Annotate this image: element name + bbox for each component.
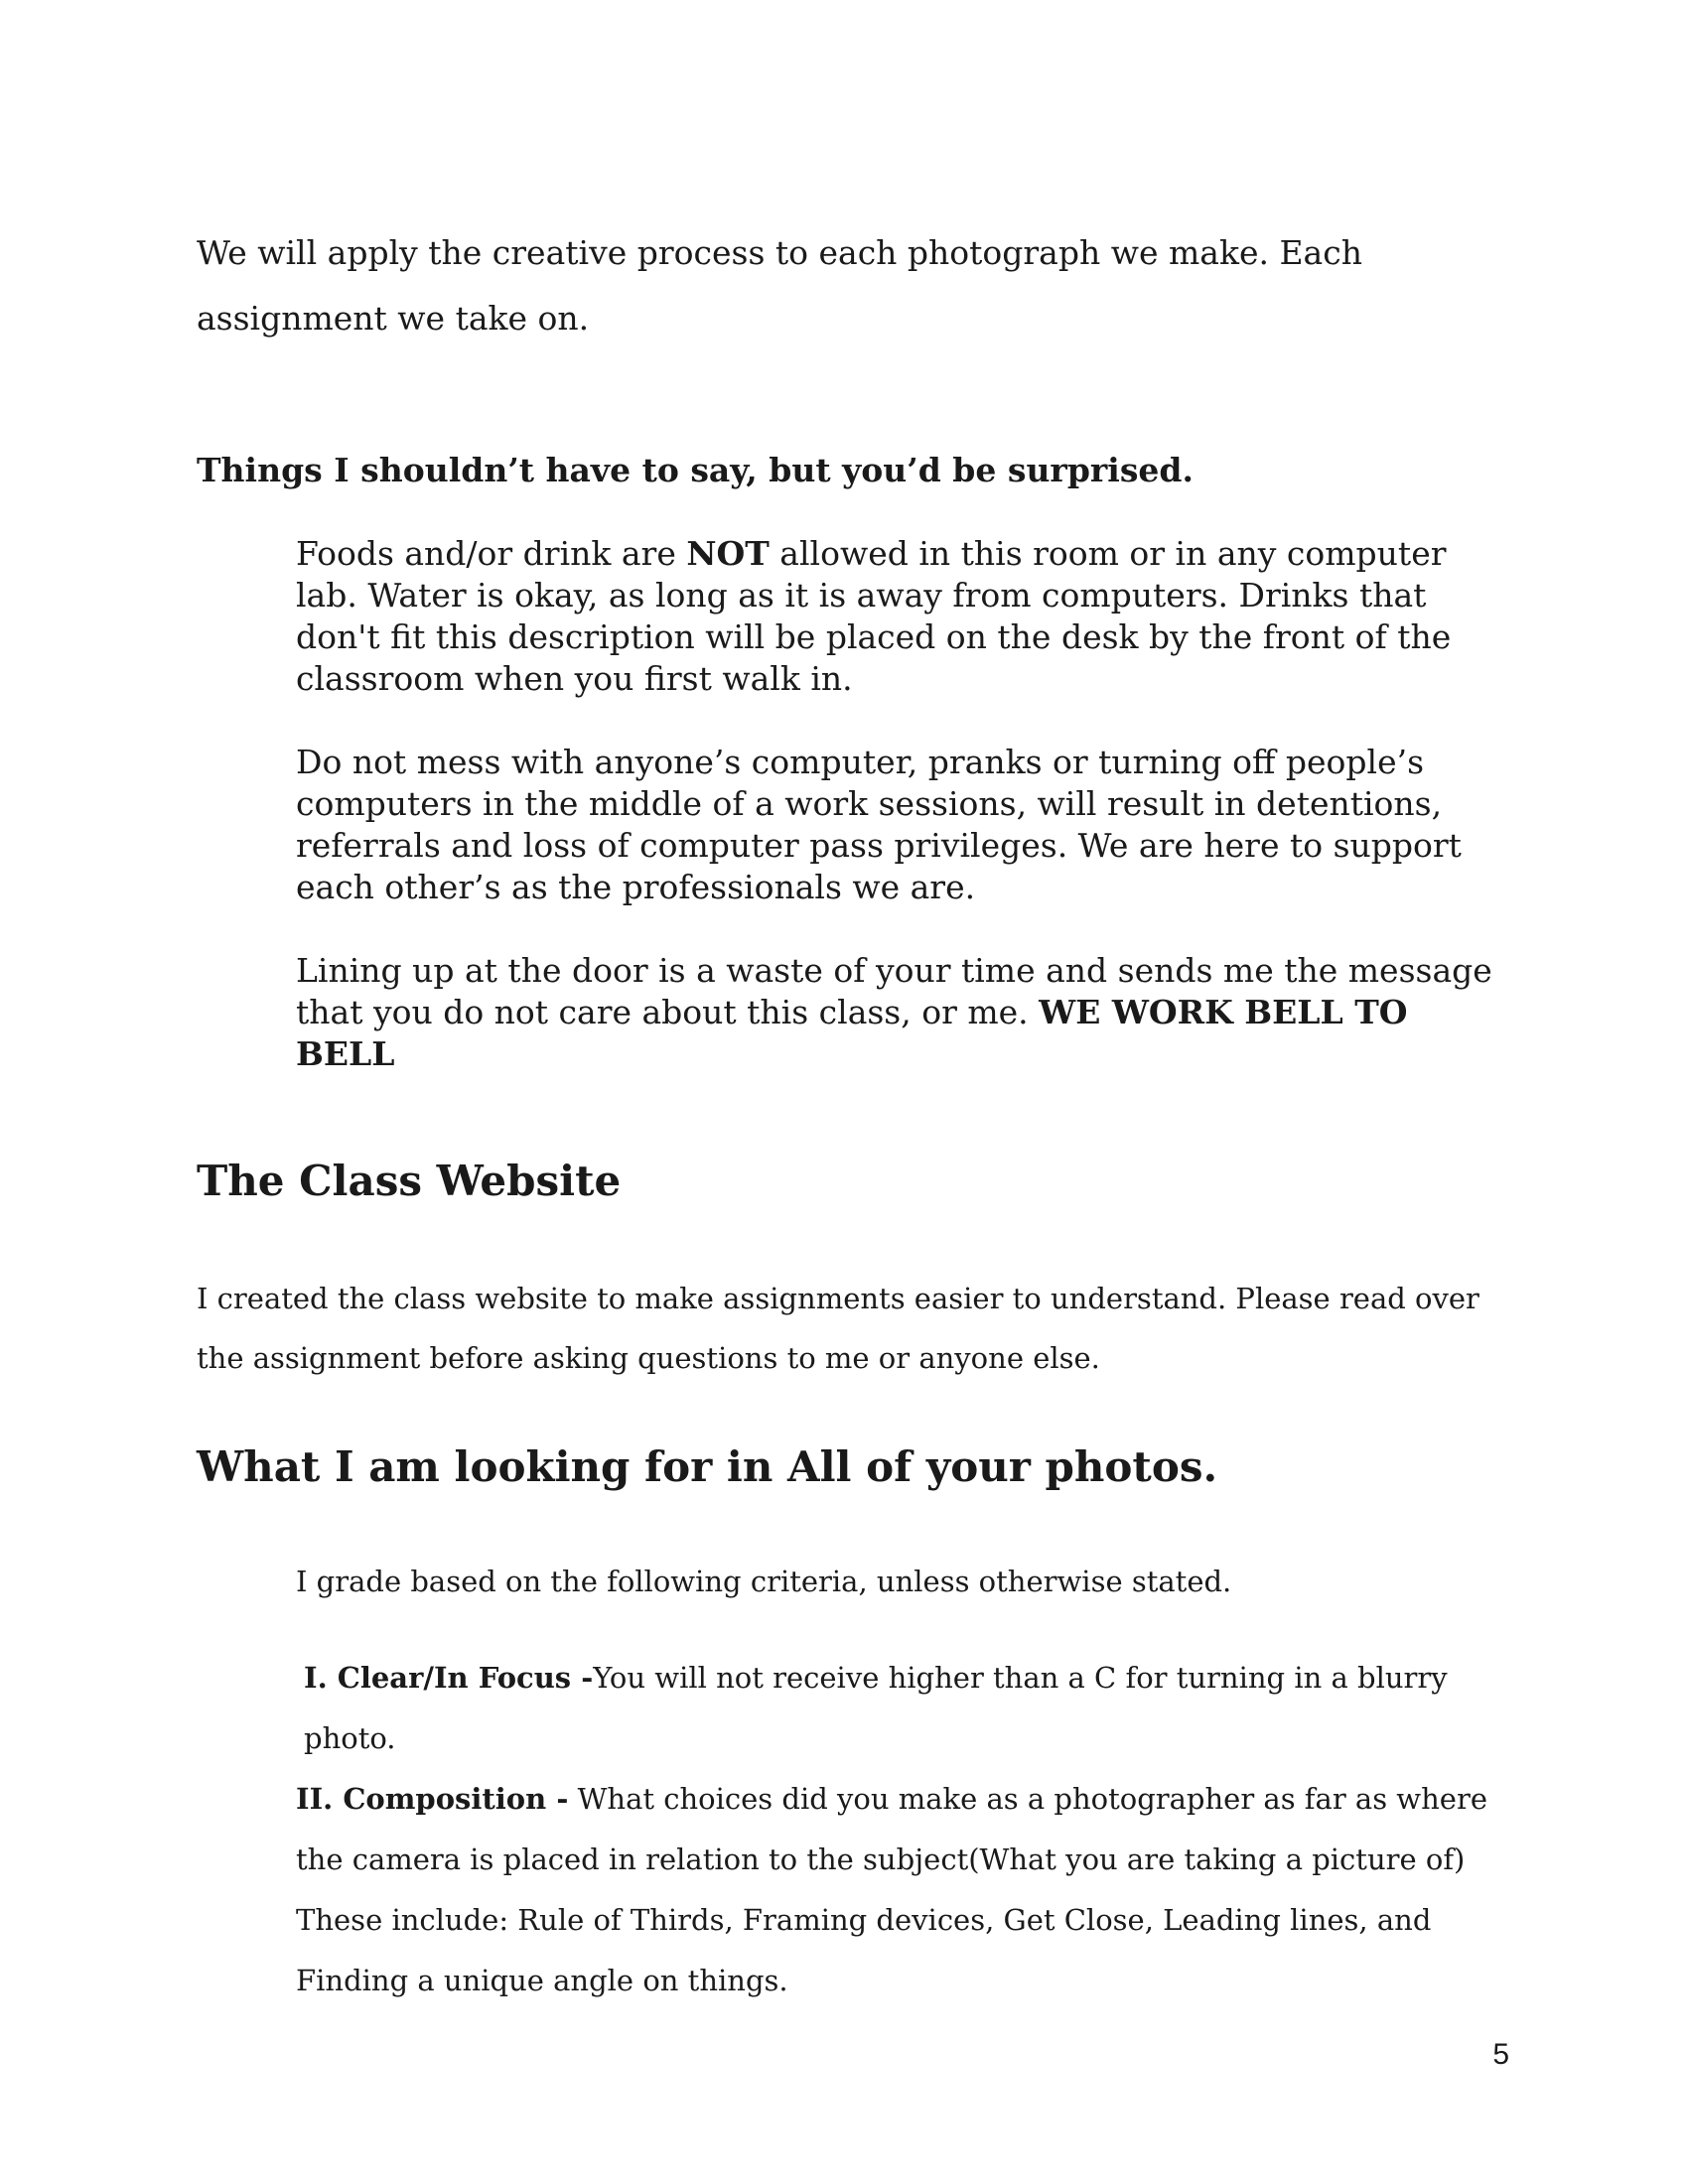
intro-text: We will apply the creative process to each photograph we make. Each assignment we take on. <box>197 233 1362 338</box>
website-paragraph: I created the class website to make assignments easier to understand. Please read over the assignment before asking questions to me or anyone else. <box>197 1282 1479 1375</box>
page-number: 5 <box>1492 2038 1509 2071</box>
criteria-item-focus <box>296 1648 1507 1769</box>
rule-food-drink-emphasis: NOT <box>686 534 770 573</box>
criteria-item-composition-text: What choices did you make as a photographer as far as where the camera is placed in relation to the subject(What you are taking a picture of) These include: Rule of Thirds, Framing devices, Get Close, Leading lines, and Finding a unique angle on things. <box>296 1782 1487 1997</box>
criteria-list <box>296 1648 1507 2011</box>
intro-paragraph <box>197 220 1487 351</box>
criteria-intro: I grade based on the following criteria, unless otherwise stated. <box>296 1565 1232 1598</box>
criteria-item-focus-text: You will not receive higher than a C for turning in a blurry photo. <box>304 1661 1448 1755</box>
rule-food-drink <box>296 533 1507 700</box>
criteria-item-composition <box>296 1769 1507 2011</box>
criteria-item-composition-label: II. Composition - <box>296 1782 569 1816</box>
rules-list <box>296 533 1507 1117</box>
rule-computers <box>296 742 1507 908</box>
things-heading: Things I shouldn’t have to say, but you’d be surprised. <box>197 451 1194 489</box>
criteria-item-focus-label: I. Clear/In Focus - <box>304 1661 594 1695</box>
website-heading: The Class Website <box>197 1157 622 1205</box>
rule-lining-up <box>296 950 1507 1075</box>
rule-lining-up-text: Lining up at the door is a waste of your time and sends me the message that you do not care about this class, or me. <box>296 951 1492 1031</box>
looking-heading: What I am looking for in All of your photos. <box>197 1442 1218 1491</box>
rule-food-drink-text-a: Foods and/or drink are <box>296 534 687 573</box>
rule-lining-up-emphasis: WE WORK BELL TO BELL <box>296 993 1408 1073</box>
rule-food-drink-text-b: allowed in this room or in any computer lab. Water is okay, as long as it is away from computers. Drinks that don't fit this description will be placed on the desk by the front of the classroom when you first walk in. <box>296 534 1452 698</box>
rule-computers-text: Do not mess with anyone’s computer, pranks or turning off people’s computers in the middle of a work sessions, will result in detentions, referrals and loss of computer pass privileges. We are here to support each other’s as the professionals we are. <box>296 743 1462 906</box>
